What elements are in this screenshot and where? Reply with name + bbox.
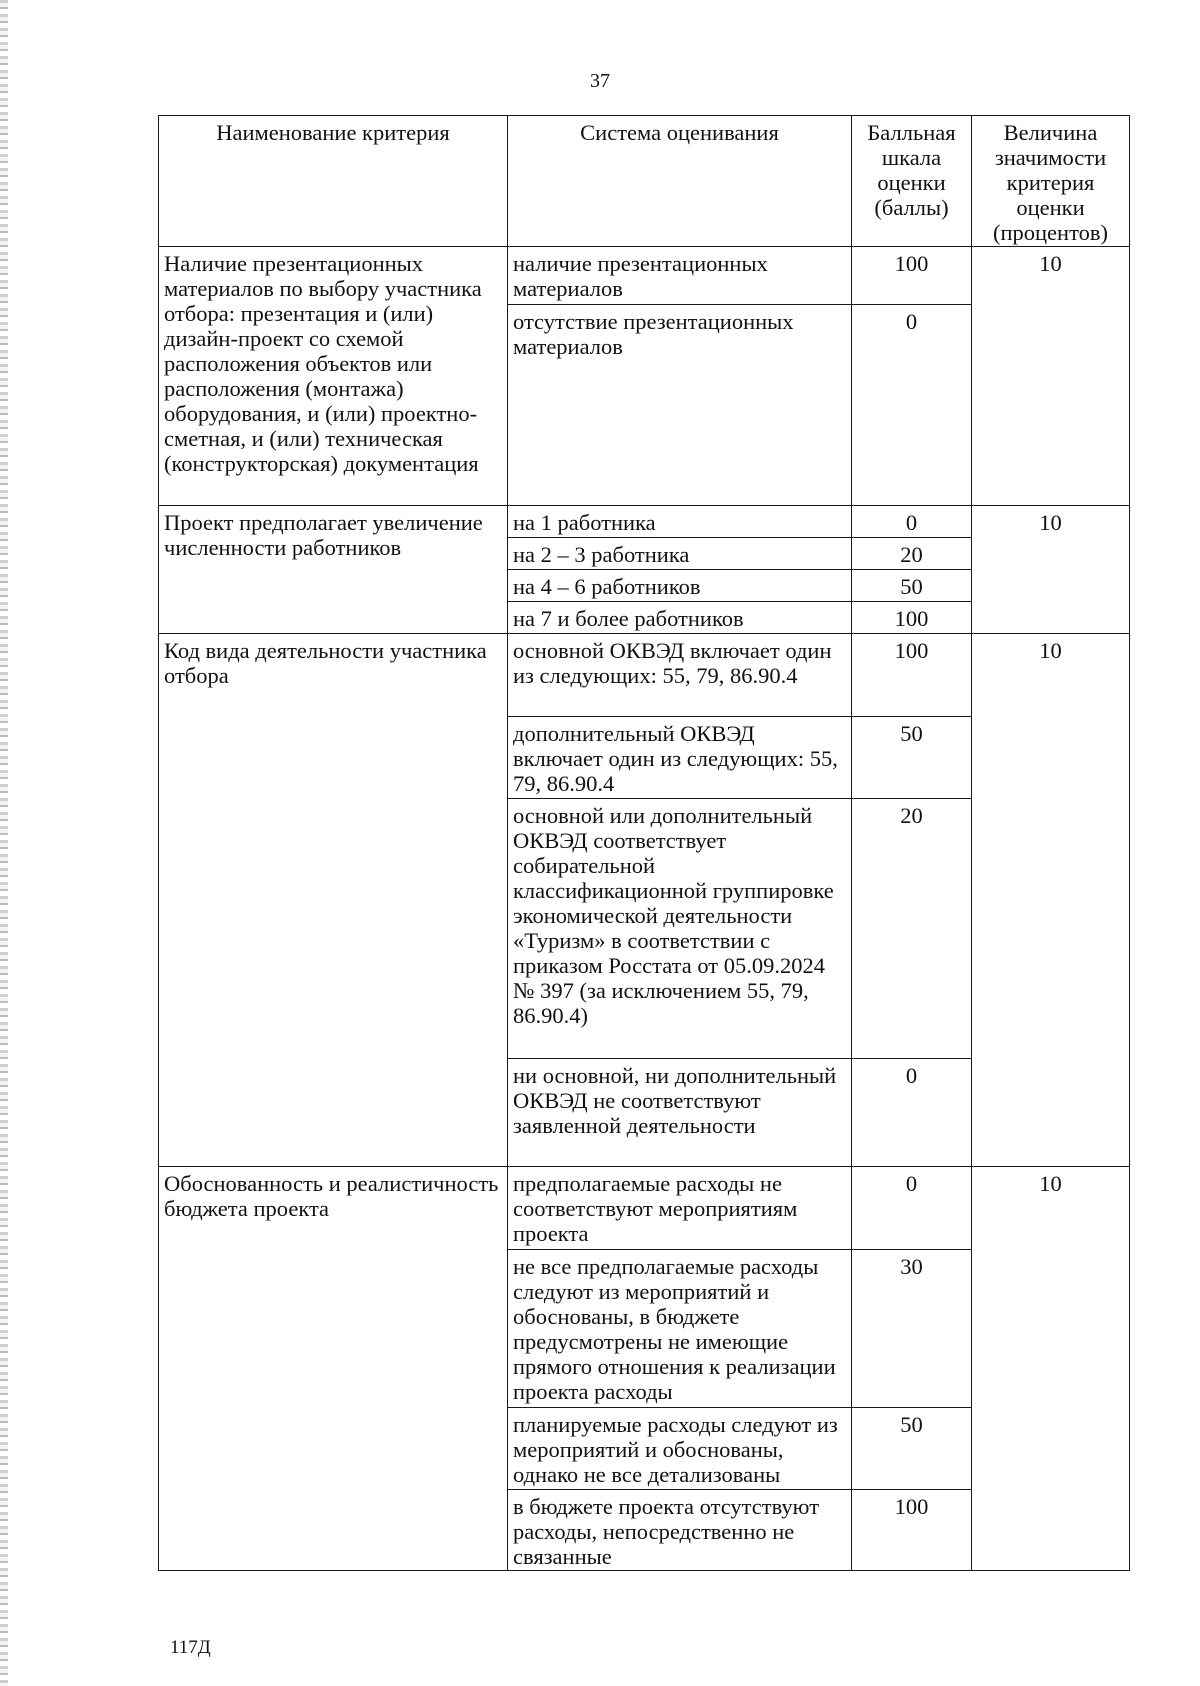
option-text: основной или дополнительный ОКВЭД соответствует собирательной классификационной группировке экономической деятельности «Туризм» в соответствии с приказом Росстата от 05.09.2024 № 397 (за исключением 55, 79, 86.90.4) — [508, 799, 852, 1059]
option-text: основной ОКВЭД включает один из следующих: 55, 79, 86.90.4 — [508, 634, 852, 717]
option-text: не все предполагаемые расходы следуют из мероприятий и обоснованы, в бюджете предусмотрены не имеющие прямого отношения к реализации проекта расходы — [508, 1250, 852, 1408]
option-text: отсутствие презентационных материалов — [508, 305, 852, 506]
option-text: ни основной, ни дополнительный ОКВЭД не соответствуют заявленной деятельности — [508, 1059, 852, 1167]
option-score: 0 — [852, 506, 972, 538]
option-score: 100 — [852, 1490, 972, 1571]
header-score-scale: Балльная шкала оценки (баллы) — [852, 116, 972, 247]
option-text: на 2 – 3 работника — [508, 538, 852, 570]
criterion-name: Обоснованность и реалистичность бюджета проекта — [159, 1167, 508, 1571]
option-score: 0 — [852, 1167, 972, 1250]
option-text: на 1 работника — [508, 506, 852, 538]
option-text: на 7 и более работников — [508, 602, 852, 634]
criterion-weight: 10 — [972, 247, 1130, 506]
header-evaluation-system: Система оценивания — [508, 116, 852, 247]
criteria-table — [158, 115, 1130, 1571]
option-score: 100 — [852, 634, 972, 717]
option-score: 100 — [852, 247, 972, 305]
option-text: наличие презентационных материалов — [508, 247, 852, 305]
criterion-name: Наличие презентационных материалов по выбору участника отбора: презентация и (или) дизайн-проект со схемой расположения объектов или расположения (монтажа) оборудования, и (или) проектно-сметная, и (или) техническая (конструкторская) документация — [159, 247, 508, 506]
document-code: 117Д — [170, 1637, 211, 1658]
option-score: 50 — [852, 570, 972, 602]
option-score: 30 — [852, 1250, 972, 1408]
criterion-weight: 10 — [972, 634, 1130, 1167]
table-row — [159, 506, 1130, 538]
scan-edge — [0, 0, 8, 1686]
option-score: 50 — [852, 1408, 972, 1490]
criterion-weight: 10 — [972, 506, 1130, 634]
option-text: на 4 – 6 работников — [508, 570, 852, 602]
option-text: планируемые расходы следуют из мероприятий и обоснованы, однако не все детализованы — [508, 1408, 852, 1490]
table-header-row — [159, 116, 1130, 247]
option-score: 20 — [852, 799, 972, 1059]
option-score: 50 — [852, 717, 972, 799]
criterion-weight: 10 — [972, 1167, 1130, 1571]
table-row — [159, 1167, 1130, 1250]
page-number: 37 — [590, 70, 610, 92]
option-text: в бюджете проекта отсутствуют расходы, непосредственно не связанные — [508, 1490, 852, 1571]
option-score: 0 — [852, 305, 972, 506]
option-score: 0 — [852, 1059, 972, 1167]
option-text: предполагаемые расходы не соответствуют мероприятиям проекта — [508, 1167, 852, 1250]
criterion-name: Проект предполагает увеличение численности работников — [159, 506, 508, 634]
option-score: 20 — [852, 538, 972, 570]
header-criterion-name: Наименование критерия — [159, 116, 508, 247]
table-row — [159, 247, 1130, 305]
header-weight: Величина значимости критерия оценки (процентов) — [972, 116, 1130, 247]
option-text: дополнительный ОКВЭД включает один из следующих: 55, 79, 86.90.4 — [508, 717, 852, 799]
option-score: 100 — [852, 602, 972, 634]
criterion-name: Код вида деятельности участника отбора — [159, 634, 508, 1167]
table-row — [159, 634, 1130, 717]
